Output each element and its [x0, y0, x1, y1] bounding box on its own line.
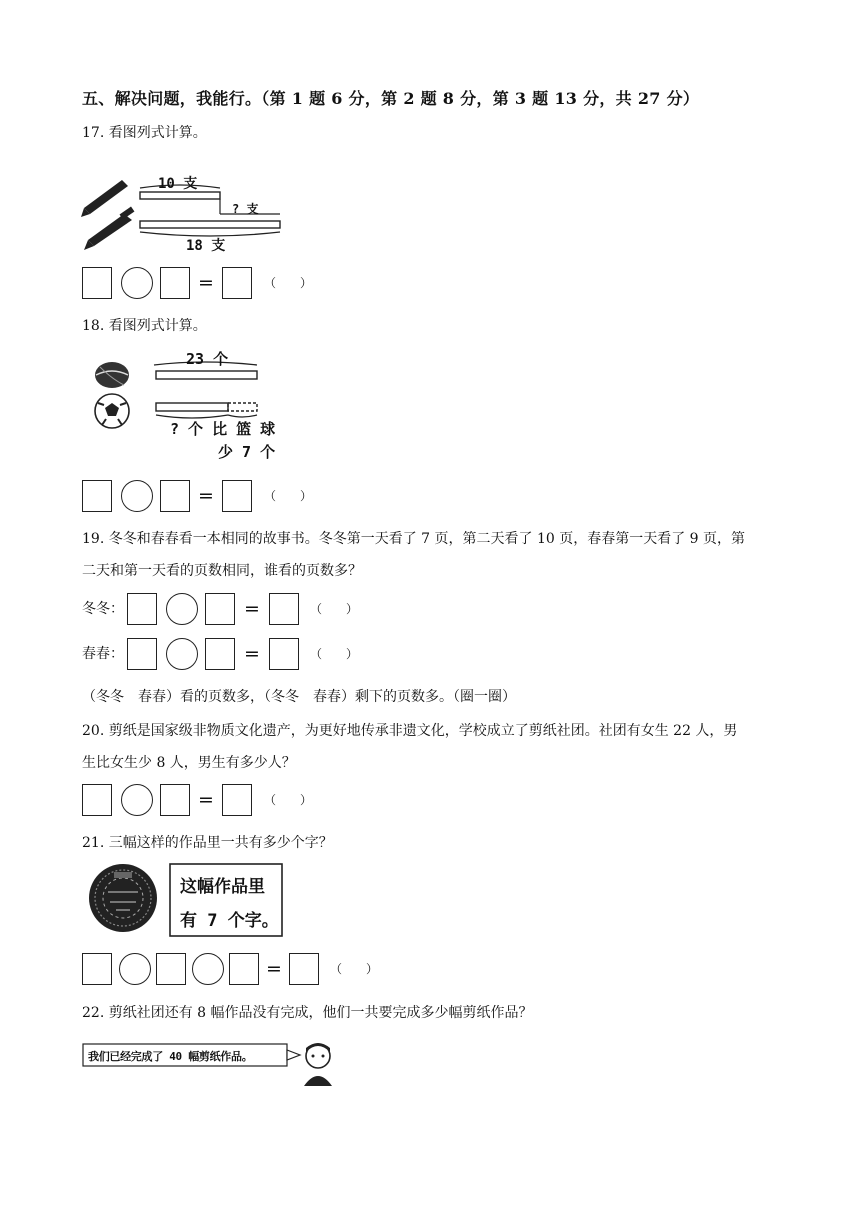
student-icon	[304, 1043, 332, 1086]
question-21-text: 21. 三幅这样的作品里一共有多少个字？	[82, 835, 333, 851]
answer-box[interactable]	[82, 480, 112, 512]
q17-label-top: 10 支	[158, 176, 198, 192]
equals-sign: =	[244, 598, 260, 620]
question-19-answer-line[interactable]: （冬冬 春春）看的页数多，（冬冬 春春）剩下的页数多。（圈一圈）	[82, 689, 516, 705]
unit-blank[interactable]: （ ）	[264, 489, 313, 503]
answer-box[interactable]	[269, 638, 299, 670]
q18-label-bottom1: ? 个 比 篮 球	[170, 420, 276, 438]
answer-box[interactable]	[156, 953, 186, 985]
question-20-line2: 生比女生少 8 人，男生有多少人？	[82, 755, 296, 771]
basketball-icon	[95, 362, 129, 388]
answer-box[interactable]	[82, 953, 112, 985]
answer-box[interactable]	[82, 267, 112, 299]
papercut-artwork-icon	[89, 864, 157, 932]
label-chunchun: 春春：	[82, 646, 124, 662]
answer-box[interactable]	[222, 480, 252, 512]
unit-blank[interactable]: （ ）	[310, 602, 359, 616]
unit-blank[interactable]: （ ）	[264, 793, 313, 807]
pencil-icon	[81, 180, 128, 217]
operator-circle[interactable]	[166, 638, 198, 670]
question-19-line1: 19. 冬冬和春春看一本相同的故事书。冬冬第一天看了 7 页，第二天看了 10 页，春春第一天看了 9 页，第	[82, 531, 746, 547]
unit-blank[interactable]: （ ）	[264, 276, 313, 290]
bar-pens	[140, 221, 280, 228]
answer-box[interactable]	[205, 593, 235, 625]
operator-circle[interactable]	[166, 593, 198, 625]
q21-card-line2: 有 7 个字。	[180, 911, 279, 931]
q22-figure	[82, 1038, 338, 1090]
equals-sign: =	[198, 789, 214, 811]
q17-label-bottom: 18 支	[186, 238, 226, 254]
answer-box[interactable]	[160, 784, 190, 816]
unit-blank[interactable]: （ ）	[330, 962, 379, 976]
question-22-text: 22. 剪纸社团还有 8 幅作品没有完成，他们一共要完成多少幅剪纸作品？	[82, 1005, 533, 1021]
q21-card-line1: 这幅作品里	[180, 877, 265, 897]
operator-circle[interactable]	[121, 480, 153, 512]
question-18-text: 18. 看图列式计算。	[82, 318, 207, 334]
answer-box[interactable]	[127, 638, 157, 670]
operator-circle[interactable]	[119, 953, 151, 985]
operator-circle[interactable]	[192, 953, 224, 985]
q22-speech-text: 我们已经完成了 40 幅剪纸作品。	[88, 1050, 253, 1063]
bar-soccer	[156, 403, 228, 411]
answer-box[interactable]	[269, 593, 299, 625]
question-19-line2: 二天和第一天看的页数相同，谁看的页数多？	[82, 563, 362, 579]
q17-label-side: ? 支	[232, 202, 259, 216]
section-title: 五、解决问题，我能行。（第 1 题 6 分，第 2 题 8 分，第 3 题 13 分，共 27 分）	[82, 89, 700, 108]
operator-circle[interactable]	[121, 267, 153, 299]
equals-sign: =	[244, 643, 260, 665]
bar-pencils	[140, 192, 220, 199]
label-dongdong: 冬冬：	[82, 601, 124, 617]
answer-box[interactable]	[229, 953, 259, 985]
answer-box[interactable]	[289, 953, 319, 985]
q18-label-bottom2: 少 7 个	[218, 443, 276, 461]
answer-box[interactable]	[160, 480, 190, 512]
equals-sign: =	[198, 272, 214, 294]
answer-box[interactable]	[205, 638, 235, 670]
answer-box[interactable]	[160, 267, 190, 299]
soccer-ball-icon	[95, 394, 129, 428]
question-17-text: 17. 看图列式计算。	[82, 125, 207, 141]
equals-sign: =	[266, 958, 282, 980]
equals-sign: =	[198, 485, 214, 507]
answer-box[interactable]	[222, 267, 252, 299]
unit-blank[interactable]: （ ）	[310, 647, 359, 661]
bar-basketball	[156, 371, 257, 379]
q18-label-top: 23 个	[186, 350, 229, 368]
answer-box[interactable]	[222, 784, 252, 816]
answer-box[interactable]	[82, 784, 112, 816]
question-20-line1: 20. 剪纸是国家级非物质文化遗产，为更好地传承非遗文化，学校成立了剪纸社团。社团有女生 22 人，男	[82, 723, 738, 739]
pen-icon	[84, 207, 134, 250]
operator-circle[interactable]	[121, 784, 153, 816]
answer-box[interactable]	[127, 593, 157, 625]
